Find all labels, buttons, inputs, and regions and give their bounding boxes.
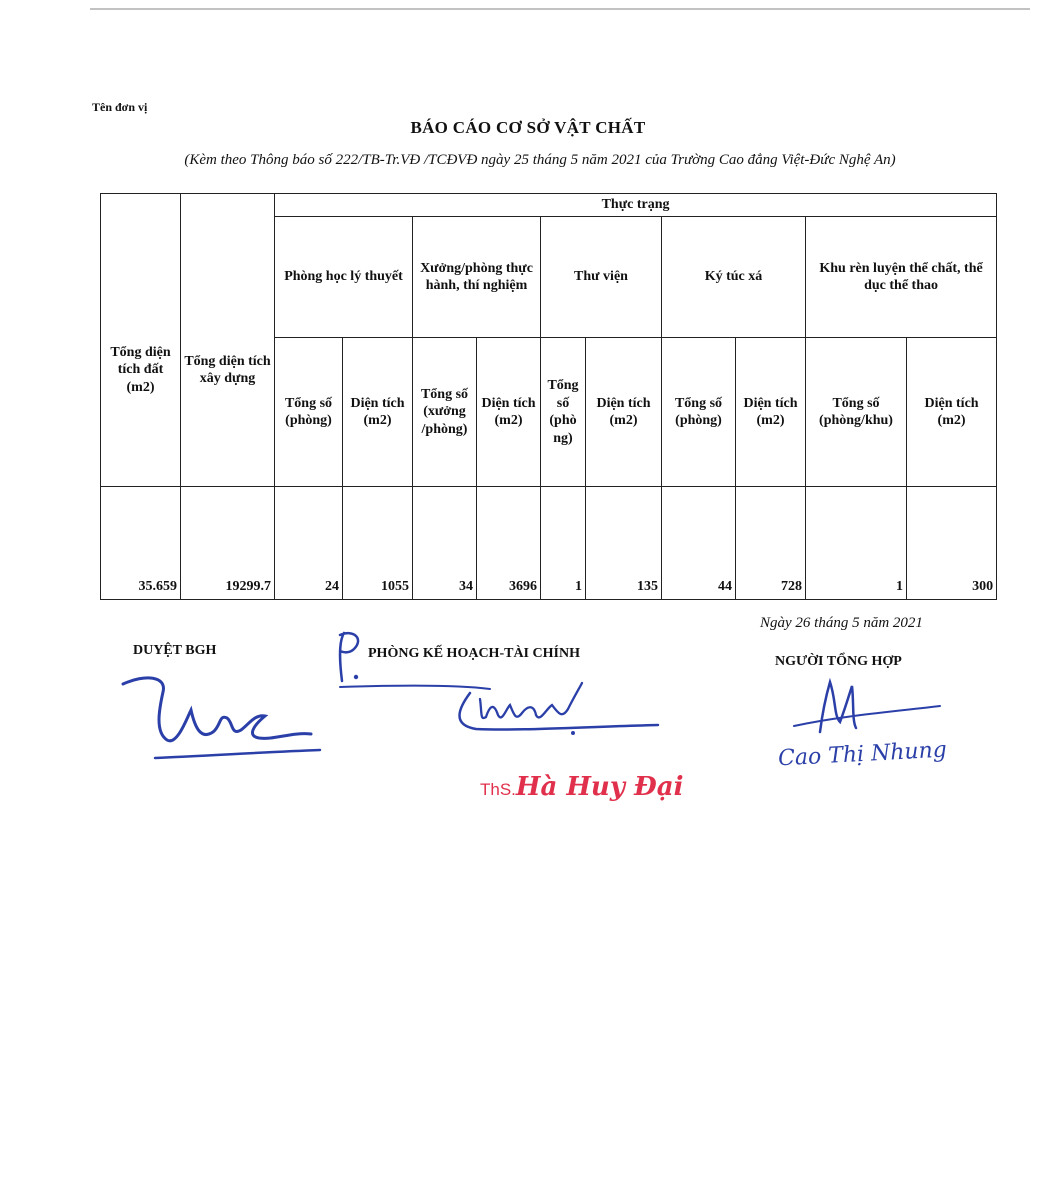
approve-label: DUYỆT BGH xyxy=(133,643,217,658)
stamp-prefix: ThS. xyxy=(480,780,516,799)
header-total-land: Tổng diện tích đất (m2) xyxy=(101,194,181,487)
header-status: Thực trạng xyxy=(275,194,997,217)
unit-label: Tên đơn vị xyxy=(92,100,148,114)
finance-signature xyxy=(330,625,670,755)
finance-dept-label: PHÒNG KẾ HOẠCH-TÀI CHÍNH xyxy=(368,646,580,661)
group-dormitory: Ký túc xá xyxy=(662,217,806,338)
value-cell: 34 xyxy=(413,487,477,600)
group-classrooms: Phòng học lý thuyết xyxy=(275,217,413,338)
scan-border-line xyxy=(90,8,1030,10)
value-cell: 44 xyxy=(662,487,736,600)
value-cell: 135 xyxy=(586,487,662,600)
group-sports: Khu rèn luyện thể chất, thể dục thể thao xyxy=(806,217,997,338)
sub-header: Diện tích (m2) xyxy=(736,338,806,487)
sub-header: Tổng số (phò ng) xyxy=(541,338,586,487)
finance-stamp-name xyxy=(480,772,683,802)
sub-header: Diện tích (m2) xyxy=(586,338,662,487)
sub-header: Diện tích (m2) xyxy=(343,338,413,487)
stamp-name: Hà Huy Đại xyxy=(515,772,684,802)
report-date: Ngày 26 tháng 5 năm 2021 xyxy=(760,615,923,631)
report-subtitle: (Kèm theo Thông báo số 222/TB-Tr.VĐ /TCĐVĐ ngày 25 tháng 5 năm 2021 của Trường Cao đẳng Việt-Đức Nghệ An) xyxy=(184,152,896,168)
value-cell: 24 xyxy=(275,487,343,600)
compiler-label: NGƯỜI TỔNG HỢP xyxy=(775,654,902,669)
approve-signature xyxy=(115,670,325,770)
value-cell: 1055 xyxy=(343,487,413,600)
compiler-signature xyxy=(790,676,950,746)
sub-header: Tổng số (phòng) xyxy=(662,338,736,487)
value-cell: 19299.7 xyxy=(181,487,275,600)
value-cell: 3696 xyxy=(477,487,541,600)
group-library: Thư viện xyxy=(541,217,662,338)
compiler-handwritten-name: Cao Thị Nhung xyxy=(777,737,948,772)
facility-table xyxy=(100,193,997,600)
value-cell: 1 xyxy=(541,487,586,600)
value-cell: 35.659 xyxy=(101,487,181,600)
sub-header: Tổng số (phòng) xyxy=(275,338,343,487)
sub-header: Tổng số (phòng/khu) xyxy=(806,338,907,487)
group-workshops: Xưởng/phòng thực hành, thí nghiệm xyxy=(413,217,541,338)
value-cell: 300 xyxy=(907,487,997,600)
sub-header: Tổng số (xưởng /phòng) xyxy=(413,338,477,487)
value-cell: 728 xyxy=(736,487,806,600)
header-total-build: Tổng diện tích xây dựng xyxy=(181,194,275,487)
report-title: BÁO CÁO CƠ SỞ VẬT CHẤT xyxy=(410,118,646,137)
value-cell: 1 xyxy=(806,487,907,600)
sub-header: Diện tích (m2) xyxy=(907,338,997,487)
sub-header: Diện tích (m2) xyxy=(477,338,541,487)
